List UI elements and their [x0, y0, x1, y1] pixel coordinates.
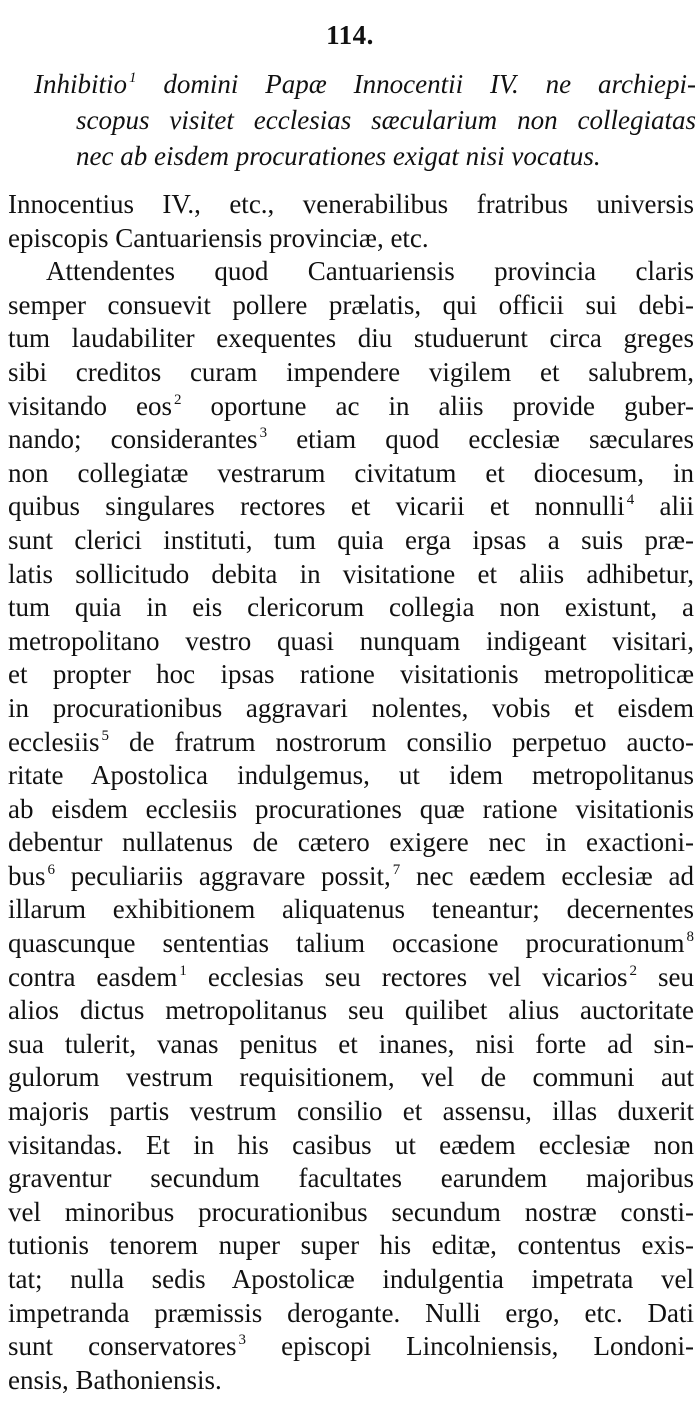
line-text: contra easdem: [8, 961, 178, 992]
line-text: peculiariis aggravare possit,: [55, 860, 391, 891]
text-line: latis sollicitudo debita in visitatione et aliis adhibetur,: [8, 558, 694, 589]
footnote-marker: 5: [101, 727, 109, 744]
text-line: ensis, Bathoniensis.: [8, 1364, 222, 1395]
line-text: bus: [8, 860, 46, 891]
text-line: tat; nulla sedis Apostolicæ indulgentia impetrata vel: [8, 1264, 694, 1294]
text-line: majoris partis vestrum consilio et assensu, illas duxerit: [8, 1096, 694, 1127]
line-text: nec eædem ecclesiæ ad: [400, 860, 694, 891]
line-text: etiam quod ecclesiæ sæculares: [267, 424, 694, 455]
text-line: vel minoribus procurationibus secundum nostræ consti-: [8, 1196, 694, 1227]
text-line: [8, 961, 694, 995]
footnote-marker: 1: [129, 70, 137, 86]
text-line: et propter hoc ipsas ratione visitationis metropoliticæ: [8, 659, 694, 690]
text-line: ritate Apostolica indulgemus, ut idem metropolitanus: [8, 760, 694, 791]
text-line: [8, 860, 694, 894]
text-line: tum laudabiliter exequentes diu studuerunt circa greges: [8, 323, 694, 354]
line-text: nando; considerantes: [8, 424, 258, 455]
text-line: in procurationibus aggravari nolentes, vobis et eisdem: [8, 692, 694, 723]
text-line: Innocentius IV., etc., venerabilibus fratribus universis: [8, 189, 694, 219]
heading-line: [34, 66, 696, 102]
footnote-marker: 1: [179, 962, 187, 979]
text-line: sua tulerit, vanas penitus et inanes, nisi forte ad sin-: [8, 1028, 694, 1059]
text-line: [8, 490, 694, 524]
line-text: oportune ac in aliis provide guber-: [181, 390, 694, 421]
text-line: sunt clerici instituti, tum quia erga ipsas a suis præ-: [8, 524, 694, 555]
text-line: gulorum vestrum requisitionem, vel de communi aut: [8, 1062, 694, 1093]
text-line: [8, 390, 694, 424]
heading-line: scopus visitet ecclesias sæcularium non collegiatas: [76, 105, 696, 135]
footnote-marker: 7: [392, 861, 401, 878]
text-line: debentur nullatenus de cætero exigere nec in exactioni-: [8, 827, 694, 858]
footnote-marker: 6: [47, 861, 56, 878]
text-line: metropolitano vestro quasi nunquam indigeant visitari,: [8, 625, 694, 656]
text-line: non collegiatæ vestrarum civitatum et diocesum, in: [8, 457, 694, 488]
page-number: 114.: [326, 20, 374, 50]
footnote-marker: 2: [629, 962, 638, 979]
text-line: alios dictus metropolitanus seu quilibet alius auctoritate: [8, 995, 694, 1026]
text-line: illarum exhibitionem aliquatenus teneantur; decernentes: [8, 894, 694, 925]
text-line: tutionis tenorem nuper super his editæ, contentus exis-: [8, 1230, 694, 1261]
line-text: quibus singulares rectores et vicarii et nonnulli: [8, 491, 625, 522]
body-text: [8, 188, 694, 1397]
text-line: impetranda præmissis derogante. Nulli ergo, etc. Dati: [8, 1297, 694, 1328]
text-line: [8, 726, 694, 760]
text-line: episcopis Cantuariensis provinciæ, etc.: [8, 222, 429, 253]
line-text: seu: [637, 961, 694, 992]
text-line: tum quia in eis clericorum collegia non existunt, a: [8, 592, 694, 623]
footnote-marker: 3: [259, 425, 268, 442]
footnote-marker: 4: [626, 492, 635, 509]
heading-text: domini Papæ Innocentii IV. ne archiepi-: [136, 69, 696, 99]
heading-text: Inhibitio: [34, 69, 127, 99]
text-line: sibi creditos curam impendere vigilem et salubrem,: [8, 356, 694, 387]
text-line: [8, 927, 694, 961]
footnote-marker: 2: [174, 391, 182, 408]
line-text: de fratrum nostrorum consilio perpetuo aucto-: [108, 726, 694, 757]
line-text: alii: [634, 491, 694, 522]
line-text: visitando eos: [8, 390, 173, 421]
text-line: graventur secundum facultates earundem majoribus: [8, 1163, 694, 1194]
line-text: ecclesias seu rectores vel vicarios: [186, 961, 628, 992]
footnote-marker: 8: [686, 929, 694, 946]
heading-line: nec ab eisdem procurationes exigat nisi vocatus.: [76, 141, 601, 171]
text-line: visitandas. Et in his casibus ut eædem ecclesiæ non: [8, 1129, 694, 1160]
text-line: semper consuevit pollere prælatis, qui officii sui debi-: [8, 289, 694, 320]
line-text: episcopi Lincolniensis, Londoni-: [246, 1331, 694, 1362]
text-line: ab eisdem ecclesiis procurationes quæ ratione visitationis: [8, 793, 694, 824]
line-text: ecclesiis: [8, 726, 100, 757]
line-text: quascunque sententias talium occasione procurationum: [8, 928, 685, 959]
line-text: sunt conservatores: [8, 1331, 237, 1362]
document-heading: [34, 66, 696, 174]
footnote-marker: 3: [238, 1332, 247, 1349]
text-line: [8, 1330, 694, 1364]
text-line: [8, 423, 694, 457]
text-line: Attendentes quod Cantuariensis provincia claris: [46, 256, 694, 287]
